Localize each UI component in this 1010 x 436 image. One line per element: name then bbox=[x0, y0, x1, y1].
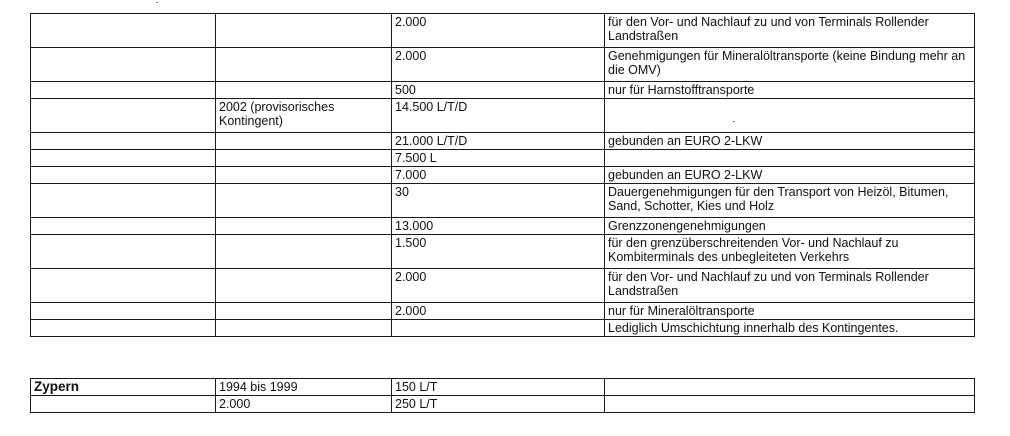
table-cell bbox=[216, 48, 392, 82]
table-cell: 30 bbox=[392, 184, 605, 218]
permit-quota-table-body bbox=[31, 14, 975, 337]
scan-speck bbox=[156, 2, 158, 3]
table-cell: 7.500 L bbox=[392, 150, 605, 167]
table-row bbox=[31, 269, 975, 303]
table-cell bbox=[216, 218, 392, 235]
table-cell bbox=[31, 14, 216, 48]
table-cell bbox=[31, 82, 216, 99]
table-cell bbox=[216, 150, 392, 167]
table-cell: 150 L/T bbox=[392, 379, 605, 396]
table-row bbox=[31, 184, 975, 218]
table-cell bbox=[605, 379, 975, 396]
table-cell bbox=[31, 99, 216, 133]
zypern-table-body bbox=[31, 379, 975, 413]
table-cell bbox=[216, 167, 392, 184]
table-cell bbox=[31, 269, 216, 303]
table-cell: für den Vor- und Nachlauf zu und von Terminals Rollender Landstraßen bbox=[605, 14, 975, 48]
table-cell bbox=[392, 320, 605, 337]
table-cell: nur für Mineralöltransporte bbox=[605, 303, 975, 320]
table-cell bbox=[216, 320, 392, 337]
table-cell bbox=[31, 235, 216, 269]
table-cell bbox=[216, 269, 392, 303]
table-cell bbox=[31, 184, 216, 218]
table-cell: 2002 (provisorisches Kontingent) bbox=[216, 99, 392, 133]
table-cell bbox=[31, 320, 216, 337]
table-cell bbox=[31, 218, 216, 235]
table-cell: 13.000 bbox=[392, 218, 605, 235]
table-cell: 14.500 L/T/D bbox=[392, 99, 605, 133]
table-cell: nur für Harnstofftransporte bbox=[605, 82, 975, 99]
table-cell: gebunden an EURO 2-LKW bbox=[605, 167, 975, 184]
table-cell: 2.000 bbox=[392, 48, 605, 82]
table-row bbox=[31, 82, 975, 99]
table-cell: 250 L/T bbox=[392, 396, 605, 413]
table-cell: 21.000 L/T/D bbox=[392, 133, 605, 150]
table-cell bbox=[31, 150, 216, 167]
table-cell: 500 bbox=[392, 82, 605, 99]
table-cell bbox=[31, 133, 216, 150]
table-cell: Zypern bbox=[31, 379, 216, 396]
table-row bbox=[31, 167, 975, 184]
table-cell: 2.000 bbox=[216, 396, 392, 413]
zypern-table bbox=[30, 378, 975, 413]
table-cell bbox=[216, 303, 392, 320]
table-cell: für den grenzüberschreitenden Vor- und Nachlauf zu Kombiterminals des unbegleiteten Verkehrs bbox=[605, 235, 975, 269]
permit-quota-table bbox=[30, 13, 975, 337]
table-cell bbox=[216, 184, 392, 218]
table-cell: Genehmigungen für Mineralöltransporte (keine Bindung mehr an die OMV) bbox=[605, 48, 975, 82]
table-row bbox=[31, 303, 975, 320]
table-cell: 1994 bis 1999 bbox=[216, 379, 392, 396]
table-cell bbox=[31, 167, 216, 184]
table-cell bbox=[605, 396, 975, 413]
table-cell: 2.000 bbox=[392, 269, 605, 303]
table-cell bbox=[31, 48, 216, 82]
table-row bbox=[31, 396, 975, 413]
table-cell: 2.000 bbox=[392, 303, 605, 320]
table-cell bbox=[216, 235, 392, 269]
table-cell bbox=[216, 14, 392, 48]
table-row bbox=[31, 14, 975, 48]
table-cell bbox=[216, 82, 392, 99]
table-cell bbox=[31, 303, 216, 320]
table-row bbox=[31, 48, 975, 82]
table-row bbox=[31, 320, 975, 337]
table-cell: Lediglich Umschichtung innerhalb des Kontingentes. bbox=[605, 320, 975, 337]
table-cell bbox=[605, 150, 975, 167]
table-row bbox=[31, 379, 975, 396]
table-cell bbox=[216, 133, 392, 150]
table-cell: 2.000 bbox=[392, 14, 605, 48]
table-cell: Dauergenehmigungen für den Transport von Heizöl, Bitumen, Sand, Schotter, Kies und Holz bbox=[605, 184, 975, 218]
table-cell: gebunden an EURO 2-LKW bbox=[605, 133, 975, 150]
table-row bbox=[31, 235, 975, 269]
table-cell: Grenzzonengenehmigungen bbox=[605, 218, 975, 235]
table-row bbox=[31, 218, 975, 235]
table-cell bbox=[31, 396, 216, 413]
table-row bbox=[31, 99, 975, 133]
table-cell: 1.500 bbox=[392, 235, 605, 269]
table-cell bbox=[605, 99, 975, 133]
table-cell: 7.000 bbox=[392, 167, 605, 184]
table-row bbox=[31, 133, 975, 150]
table-row bbox=[31, 150, 975, 167]
table-cell: für den Vor- und Nachlauf zu und von Terminals Rollender Landstraßen bbox=[605, 269, 975, 303]
